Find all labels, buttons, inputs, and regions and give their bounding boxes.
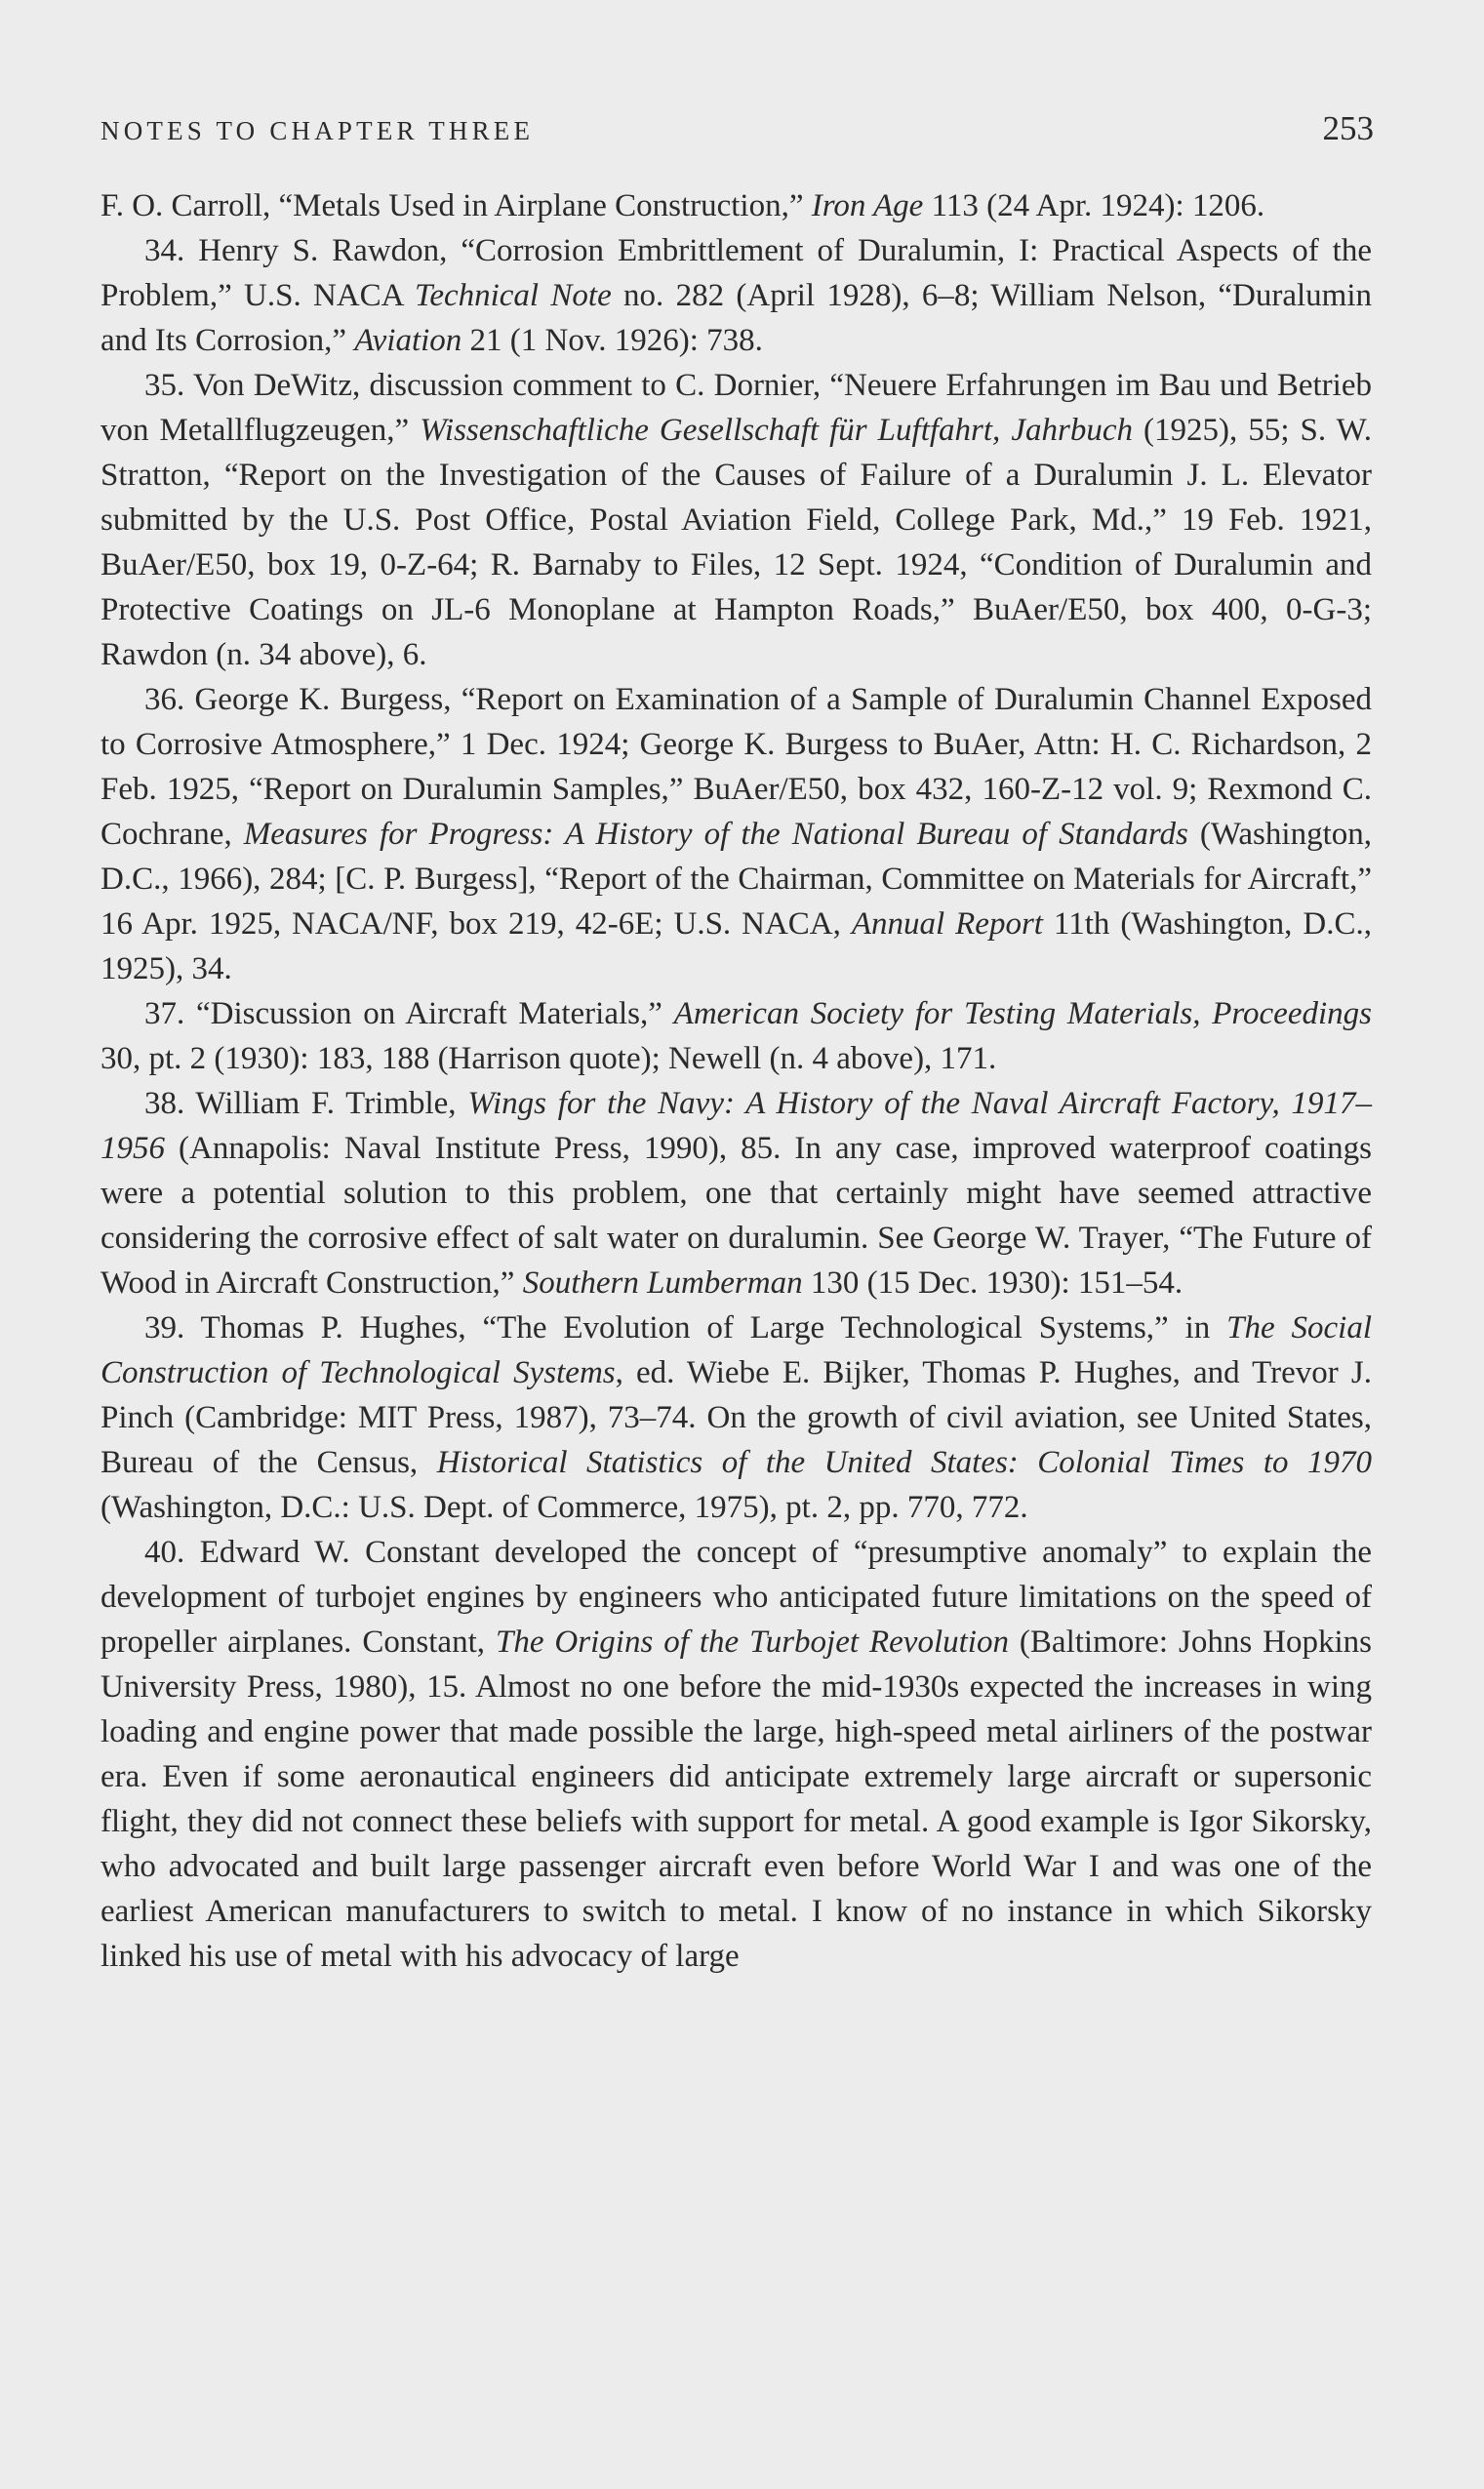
note-title-italic: Annual Report [851, 906, 1043, 942]
note-36 [100, 677, 1372, 991]
note-text: (1925), 55; S. W. Stratton, “Report on the Investigation of the Causes of Failure of a Duralumin J. L. Elevator submitted by the U.S. Post Office, Postal Aviation Field, College Park, Md.,” 19 Feb. 1921, BuAer/E50, box 19, 0-Z-64; R. Barnaby to Files, 12 Sept. 1924, “Condition of Duralumin and Protective Coatings on JL-6 Monoplane at Hampton Roads,” BuAer/E50, box 400, 0-G-3; Rawdon (n. 34 above), 6. [100, 413, 1372, 672]
note-text: no. 282 (April 1928), 6–8; William Nelson, “Duralumin and Its Corrosion,” [100, 278, 1373, 358]
note-text: F. O. Carroll, “Metals Used in Airplane Construction,” [100, 188, 812, 223]
note-text: 130 (15 Dec. 1930): 151–54. [802, 1265, 1183, 1301]
note-title-italic: Wings for the Navy: A History of the Naval Aircraft Factory, 1917–1956 [100, 1086, 1372, 1166]
note-title-italic: Wissenschaftliche Gesellschaft für Luftfahrt, Jahrbuch [420, 413, 1133, 448]
note-text: 37. “Discussion on Aircraft Materials,” [144, 996, 674, 1031]
note-38 [100, 1081, 1372, 1305]
note-title-italic: Measures for Progress: A History of the National Bureau of Standards [243, 817, 1188, 852]
note-35 [100, 363, 1372, 677]
note-34 [100, 228, 1372, 363]
note-text: (Baltimore: Johns Hopkins University Press, 1980), 15. Almost no one before the mid-1930s expected the increases in wing loading and engine power that made possible the large, high-speed metal airliners of the postwar era. Even if some aeronautical engineers did anticipate extremely large aircraft or supersonic flight, they did not connect these beliefs with support for metal. A good example is Igor Sikorsky, who advocated and built large passenger aircraft even before World War I and was one of the earliest American manufacturers to switch to metal. I know of no instance in which Sikorsky linked his use of metal with his advocacy of large [100, 1625, 1373, 1974]
note-39 [100, 1305, 1372, 1530]
note-text: (Washington, D.C., 1966), 284; [C. P. Burgess], “Report of the Chairman, Committee on Materials for Aircraft,” 16 Apr. 1925, NACA/NF, box 219, 42-6E; U.S. NACA, [100, 817, 1372, 942]
note-title-italic: Iron Age [811, 188, 924, 223]
note-text: (Washington, D.C.: U.S. Dept. of Commerce, 1975), pt. 2, pp. 770, 772. [100, 1490, 1028, 1525]
note-text: (Annapolis: Naval Institute Press, 1990), 85. In any case, improved waterproof coatings were a potential solution to this problem, one that certainly might have seemed attractive considering the corrosive effect of salt water on duralumin. See George W. Trayer, “The Future of Wood in Aircraft Construction,” [100, 1131, 1372, 1301]
note-text: 38. William F. Trimble, [144, 1086, 468, 1121]
note-text: , ed. Wiebe E. Bijker, Thomas P. Hughes, and Trevor J. Pinch (Cambridge: MIT Press, 1987), 73–74. On the growth of civil aviation, see United States, Bureau of the Census, [100, 1355, 1373, 1480]
note-text: 11th (Washington, D.C., 1925), 34. [100, 906, 1372, 986]
note-title-italic: Historical Statistics of the United States: Colonial Times to 1970 [436, 1445, 1372, 1480]
running-head [100, 109, 1374, 158]
note-text: 113 (24 Apr. 1924): 1206. [923, 188, 1265, 223]
running-title: NOTES TO CHAPTER THREE [100, 116, 535, 145]
note-title-italic: Southern Lumberman [522, 1265, 803, 1301]
note-title-italic: American Society for Testing Materials, Proceedings [673, 996, 1372, 1031]
note-text: 36. George K. Burgess, “Report on Examination of a Sample of Duralumin Channel Exposed to Corrosive Atmosphere,” 1 Dec. 1924; George K. Burgess to BuAer, Attn: H. C. Richardson, 2 Feb. 1925, “Report on Duralumin Samples,” BuAer/E50, box 432, 160-Z-12 vol. 9; Rexmond C. Cochrane, [100, 682, 1372, 852]
note-title-italic: The Social Construction of Technological Systems [100, 1310, 1373, 1390]
page-number: 253 [1322, 109, 1374, 147]
note-text: 40. Edward W. Constant developed the concept of “presumptive anomaly” to explain the development of turbojet engines by engineers who anticipated future limitations on the speed of propeller airplanes. Constant, [100, 1535, 1372, 1660]
note-37 [100, 991, 1372, 1081]
note-continued [100, 183, 1372, 228]
note-text: 34. Henry S. Rawdon, “Corrosion Embrittlement of Duralumin, I: Practical Aspects of the Problem,” U.S. NACA [100, 233, 1372, 313]
note-text: 30, pt. 2 (1930): 183, 188 (Harrison quote); Newell (n. 4 above), 171. [100, 1041, 997, 1076]
note-title-italic: The Origins of the Turbojet Revolution [495, 1625, 1009, 1660]
notes-body [100, 183, 1372, 1979]
note-text: 35. Von DeWitz, discussion comment to C. Dornier, “Neuere Erfahrungen im Bau und Betrieb von Metallflugzeugen,” [100, 368, 1372, 448]
note-title-italic: Technical Note [415, 278, 612, 313]
note-text: 21 (1 Nov. 1926): 738. [461, 323, 763, 358]
note-title-italic: Aviation [354, 323, 462, 358]
note-text: 39. Thomas P. Hughes, “The Evolution of Large Technological Systems,” in [144, 1310, 1227, 1345]
note-40 [100, 1530, 1372, 1979]
